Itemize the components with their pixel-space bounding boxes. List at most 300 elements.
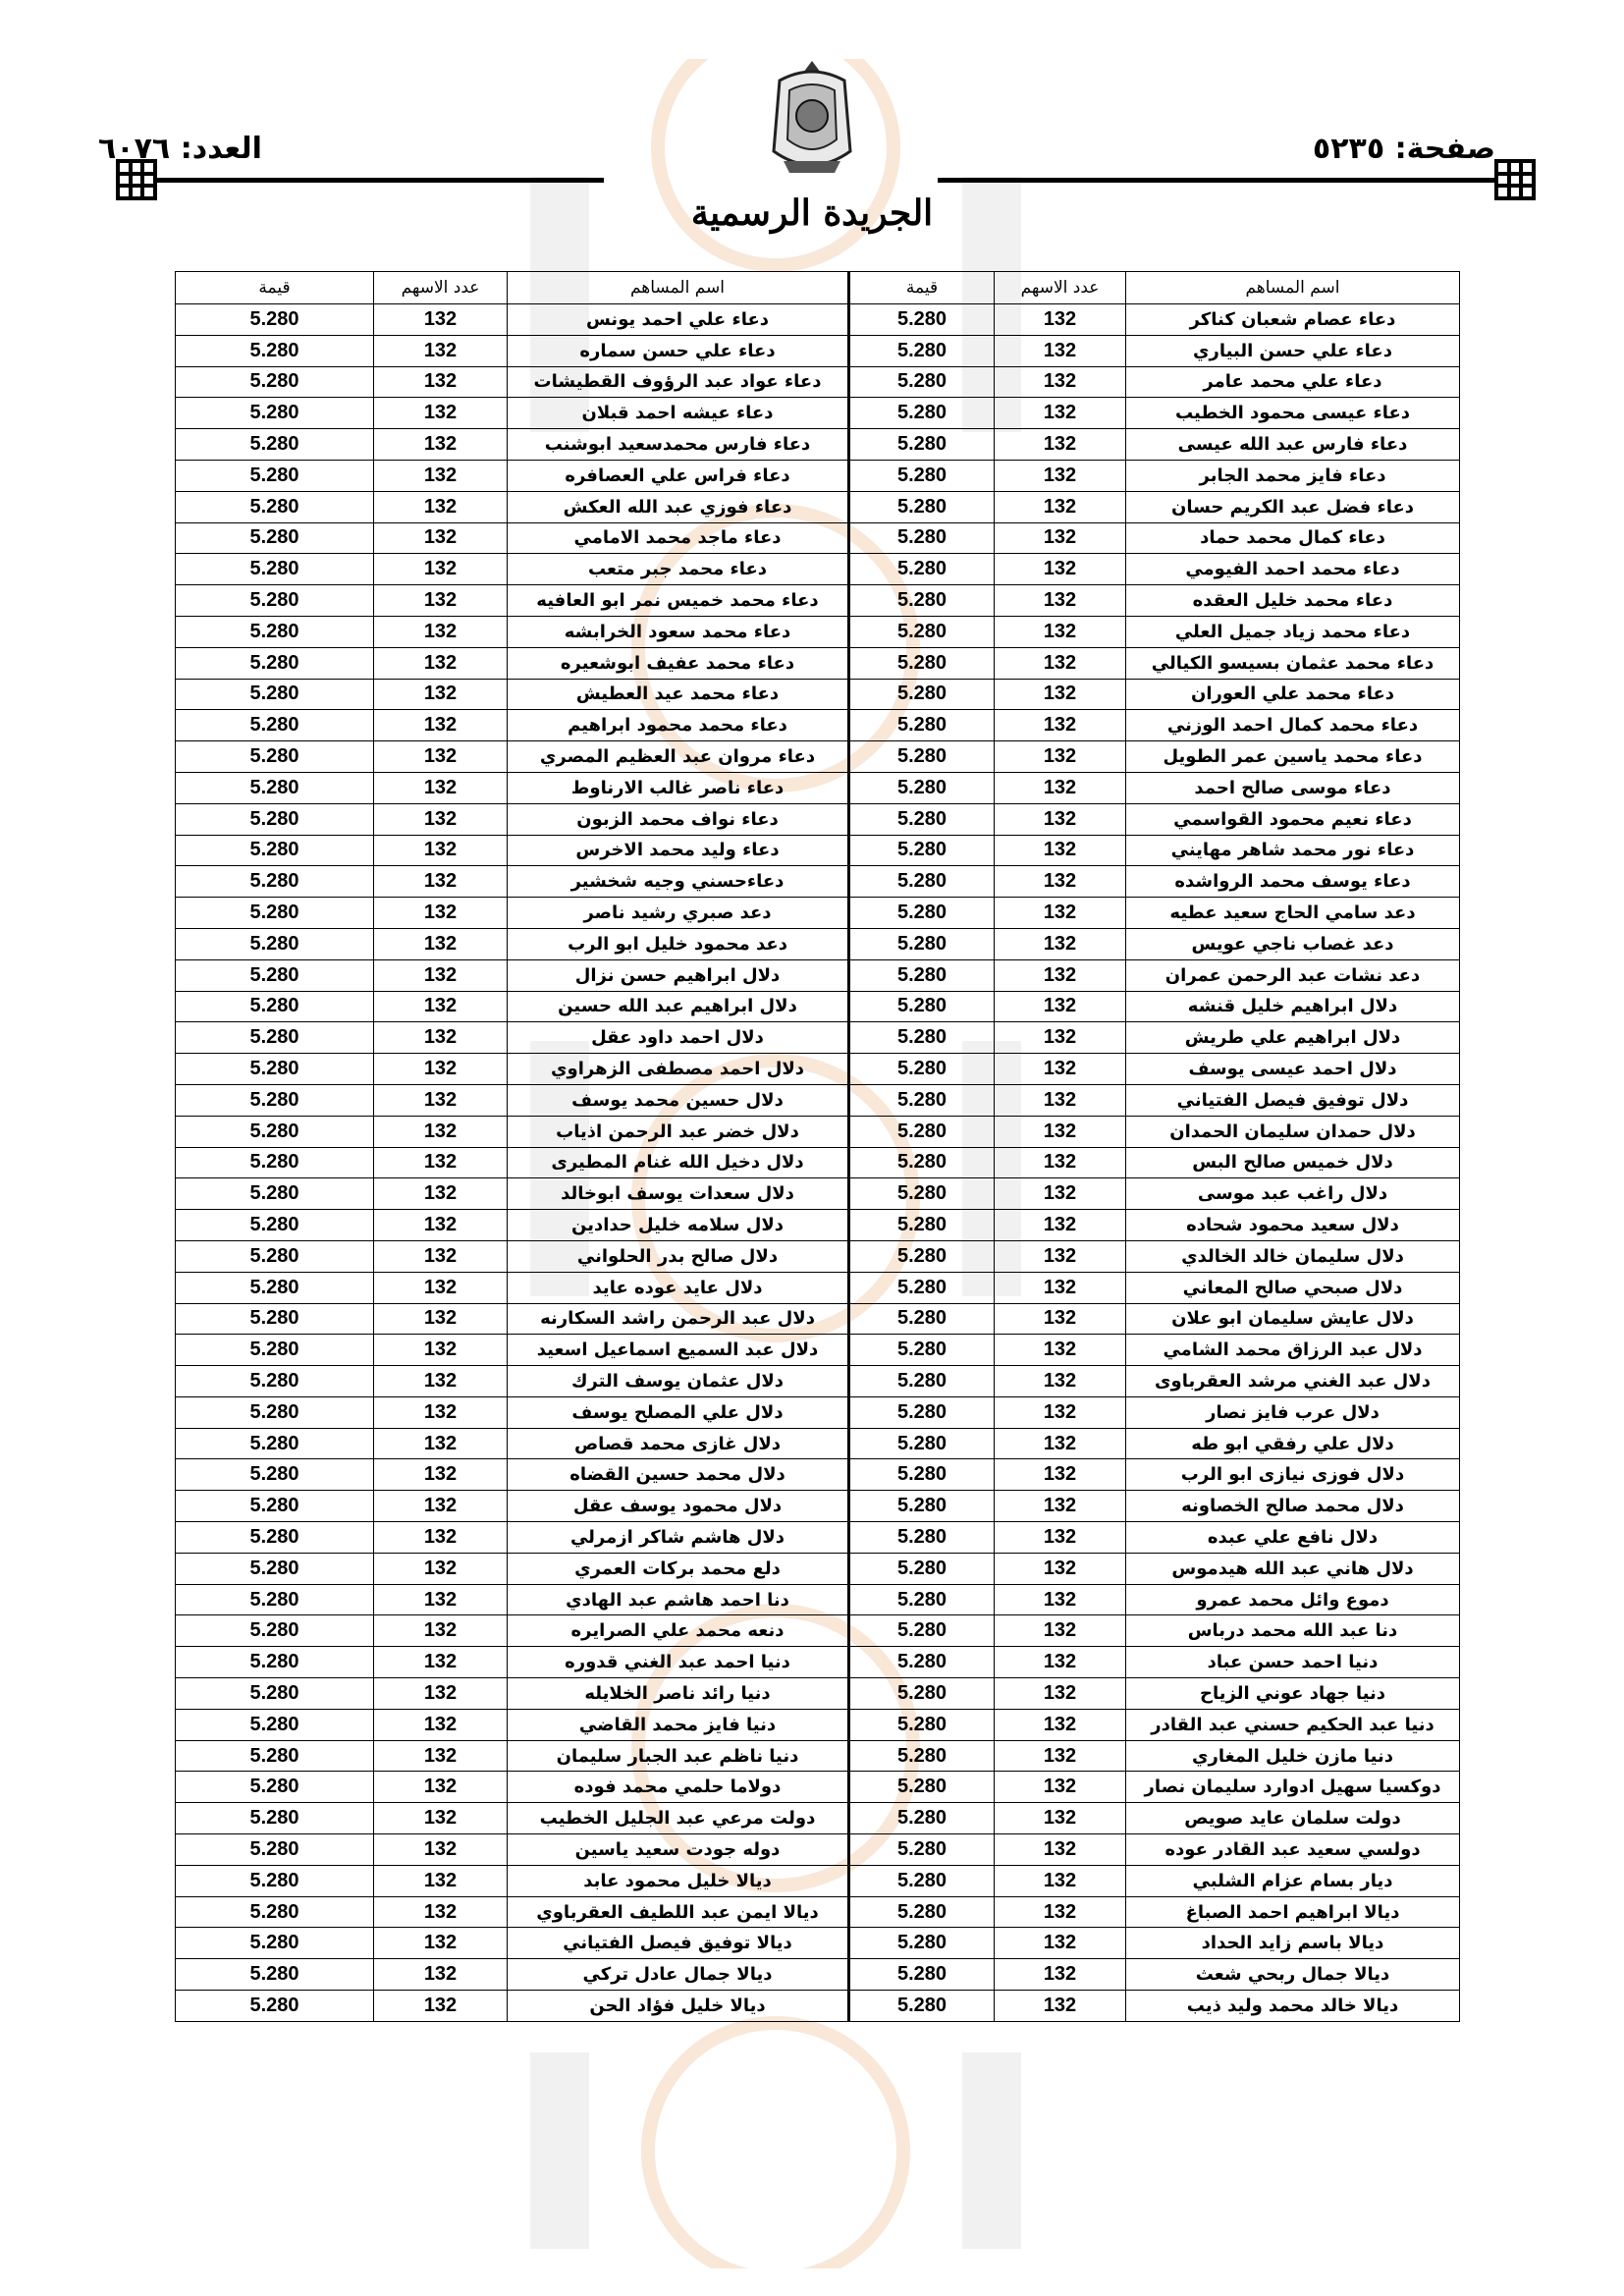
table-row — [176, 1834, 1460, 1866]
share-count: 132 — [995, 866, 1126, 898]
share-value: 5.280 — [176, 1772, 374, 1803]
share-count: 132 — [374, 1865, 508, 1896]
shareholder-name: دلال ابراهيم حسن نزال — [508, 959, 849, 991]
share-value: 5.280 — [849, 1116, 995, 1147]
share-count: 132 — [374, 1647, 508, 1678]
share-value: 5.280 — [176, 1116, 374, 1147]
share-value: 5.280 — [849, 1084, 995, 1116]
shareholder-name: دلال غازى محمد قصاص — [508, 1428, 849, 1459]
share-value: 5.280 — [176, 898, 374, 929]
shareholder-name: دلال سلامه خليل حدادين — [508, 1210, 849, 1241]
share-value: 5.280 — [849, 585, 995, 617]
share-value: 5.280 — [849, 1959, 995, 1991]
share-value: 5.280 — [849, 959, 995, 991]
issue-number: العدد: ٦٠٧٦ — [98, 132, 262, 166]
share-value: 5.280 — [176, 679, 374, 710]
share-count: 132 — [995, 1740, 1126, 1772]
shareholder-name: دعاء محمد خليل العقده — [1126, 585, 1460, 617]
column-header-shares: عدد الاسهم — [374, 272, 508, 304]
share-count: 132 — [995, 429, 1126, 461]
shareholder-name: دلال علي رفقي ابو طه — [1126, 1428, 1460, 1459]
share-count: 132 — [995, 647, 1126, 679]
share-value: 5.280 — [176, 429, 374, 461]
share-value: 5.280 — [176, 959, 374, 991]
shareholder-name: ديالا باسم زايد الحداد — [1126, 1928, 1460, 1959]
share-count: 132 — [374, 1084, 508, 1116]
shareholder-name: دلال نافع علي عبده — [1126, 1522, 1460, 1554]
shareholder-name: دعاء موسى صالح احمد — [1126, 772, 1460, 803]
share-value: 5.280 — [849, 1896, 995, 1928]
share-count: 132 — [374, 959, 508, 991]
share-count: 132 — [995, 585, 1126, 617]
share-count: 132 — [374, 1459, 508, 1491]
table-row — [176, 304, 1460, 336]
table-row — [176, 991, 1460, 1022]
table-row — [176, 803, 1460, 835]
shareholder-name: دعد نشات عبد الرحمن عمران — [1126, 959, 1460, 991]
shareholder-name: دعاء محمد عثمان بسيسو الكيالي — [1126, 647, 1460, 679]
table-row — [176, 554, 1460, 585]
shareholder-name: دلال خضر عبد الرحمن اذياب — [508, 1116, 849, 1147]
header-rule-left — [157, 178, 604, 183]
shareholder-name: ديالا جمال ربحي شعث — [1126, 1959, 1460, 1991]
share-count: 132 — [374, 1366, 508, 1397]
share-count: 132 — [374, 1896, 508, 1928]
table-row — [176, 1396, 1460, 1428]
shareholder-name: دلال سليمان خالد الخالدي — [1126, 1240, 1460, 1272]
share-count: 132 — [374, 491, 508, 522]
shareholder-name: ديار بسام عزام الشلبي — [1126, 1865, 1460, 1896]
share-value: 5.280 — [849, 772, 995, 803]
share-count: 132 — [374, 1210, 508, 1241]
share-value: 5.280 — [849, 1522, 995, 1554]
share-value: 5.280 — [849, 1240, 995, 1272]
column-header-value: قيمة — [176, 272, 374, 304]
share-value: 5.280 — [176, 1210, 374, 1241]
share-count: 132 — [995, 1834, 1126, 1866]
share-count: 132 — [995, 710, 1126, 741]
column-header-name: اسم المساهم — [508, 272, 849, 304]
share-value: 5.280 — [176, 1678, 374, 1710]
shareholder-name: دلال راغب عبد موسى — [1126, 1178, 1460, 1210]
table-row — [176, 491, 1460, 522]
table-row — [176, 741, 1460, 773]
share-count: 132 — [374, 1022, 508, 1054]
shareholder-name: دلال عبد الغني مرشد العقرباوى — [1126, 1366, 1460, 1397]
table-row — [176, 1303, 1460, 1335]
table-row — [176, 1865, 1460, 1896]
share-value: 5.280 — [176, 366, 374, 398]
table-row — [176, 460, 1460, 491]
shareholder-name: دنيا جهاد عوني الزياح — [1126, 1678, 1460, 1710]
share-count: 132 — [995, 1584, 1126, 1615]
shareholder-name: دنا احمد هاشم عبد الهادي — [508, 1584, 849, 1615]
shareholder-name: دنعه محمد علي الصرايره — [508, 1615, 849, 1647]
share-count: 132 — [995, 1865, 1126, 1896]
share-count: 132 — [995, 366, 1126, 398]
shareholder-name: دعاء عواد عبد الرؤوف القطيشات — [508, 366, 849, 398]
share-value: 5.280 — [176, 1553, 374, 1584]
share-count: 132 — [374, 554, 508, 585]
shareholder-name: دلال علي المصلح يوسف — [508, 1396, 849, 1428]
shareholder-name: دعاء مروان عبد العظيم المصري — [508, 741, 849, 773]
share-value: 5.280 — [176, 1022, 374, 1054]
share-count: 132 — [374, 1772, 508, 1803]
share-count: 132 — [995, 1803, 1126, 1834]
shareholder-name: دلال محمود يوسف عقل — [508, 1491, 849, 1522]
share-value: 5.280 — [849, 1147, 995, 1178]
share-count: 132 — [374, 710, 508, 741]
share-count: 132 — [374, 1834, 508, 1866]
shareholder-name: دعد محمود خليل ابو الرب — [508, 928, 849, 959]
shareholder-name: دنيا احمد حسن عباد — [1126, 1647, 1460, 1678]
share-value: 5.280 — [849, 1647, 995, 1678]
shareholder-name: دلال صالح بدر الحلواني — [508, 1240, 849, 1272]
shareholder-name: دنيا مازن خليل المغاري — [1126, 1740, 1460, 1772]
shareholder-name: دعاء كمال محمد حماد — [1126, 522, 1460, 554]
shareholder-name: دولسي سعيد عبد القادر عوده — [1126, 1834, 1460, 1866]
gazette-title: الجريدة الرسمية — [690, 192, 934, 234]
shareholder-name: دعاء وليد محمد الاخرس — [508, 835, 849, 866]
share-value: 5.280 — [849, 304, 995, 336]
share-count: 132 — [995, 1022, 1126, 1054]
table-row — [176, 398, 1460, 429]
table-row — [176, 835, 1460, 866]
table-row — [176, 1084, 1460, 1116]
table-row — [176, 1240, 1460, 1272]
table-row — [176, 1553, 1460, 1584]
share-value: 5.280 — [176, 616, 374, 647]
table-row — [176, 1147, 1460, 1178]
share-count: 132 — [995, 335, 1126, 366]
share-count: 132 — [374, 1615, 508, 1647]
column-header-name: اسم المساهم — [1126, 272, 1460, 304]
table-row — [176, 1335, 1460, 1366]
share-count: 132 — [374, 741, 508, 773]
shareholder-name: دعاء محمد احمد الفيومي — [1126, 554, 1460, 585]
table-row — [176, 1428, 1460, 1459]
table-row — [176, 335, 1460, 366]
shareholder-name: ديالا جمال عادل تركي — [508, 1959, 849, 1991]
shareholder-name: دنيا احمد عبد الغني قدوره — [508, 1647, 849, 1678]
shareholder-name: دلال سعدات يوسف ابوخالد — [508, 1178, 849, 1210]
share-value: 5.280 — [849, 1553, 995, 1584]
shareholder-name: دلال توفيق فيصل الفتياني — [1126, 1084, 1460, 1116]
share-value: 5.280 — [849, 366, 995, 398]
shareholder-name: دلال سعيد محمود شحاده — [1126, 1210, 1460, 1241]
share-value: 5.280 — [849, 835, 995, 866]
share-value: 5.280 — [849, 679, 995, 710]
shareholder-name: دلال فوزى نيازى ابو الرب — [1126, 1459, 1460, 1491]
share-count: 132 — [374, 1959, 508, 1991]
table-row — [176, 1678, 1460, 1710]
share-count: 132 — [995, 1615, 1126, 1647]
shareholder-name: دعد صبري رشيد ناصر — [508, 898, 849, 929]
share-value: 5.280 — [176, 741, 374, 773]
share-count: 132 — [995, 928, 1126, 959]
table-row — [176, 647, 1460, 679]
share-value: 5.280 — [176, 1991, 374, 2022]
shareholder-name: دعاء عيشه احمد قبلان — [508, 398, 849, 429]
table-row — [176, 866, 1460, 898]
share-count: 132 — [374, 1147, 508, 1178]
share-count: 132 — [995, 679, 1126, 710]
table-row — [176, 429, 1460, 461]
shareholder-name: دوكسيا سهيل ادوارد سليمان نصار — [1126, 1772, 1460, 1803]
share-value: 5.280 — [176, 1054, 374, 1085]
shareholder-name: دلال عثمان يوسف الترك — [508, 1366, 849, 1397]
share-value: 5.280 — [176, 1584, 374, 1615]
share-count: 132 — [995, 1522, 1126, 1554]
table-row — [176, 366, 1460, 398]
share-count: 132 — [374, 1522, 508, 1554]
column-header-shares: عدد الاسهم — [995, 272, 1126, 304]
share-count: 132 — [374, 1678, 508, 1710]
share-count: 132 — [995, 1054, 1126, 1085]
share-count: 132 — [995, 460, 1126, 491]
share-value: 5.280 — [176, 398, 374, 429]
share-count: 132 — [374, 1491, 508, 1522]
shareholder-name: دعاء محمد زياد جميل العلي — [1126, 616, 1460, 647]
share-value: 5.280 — [176, 1240, 374, 1272]
shareholder-name: دولاما حلمي محمد فوده — [508, 1772, 849, 1803]
table-row — [176, 1896, 1460, 1928]
share-value: 5.280 — [849, 647, 995, 679]
share-value: 5.280 — [849, 1272, 995, 1303]
share-value: 5.280 — [176, 1147, 374, 1178]
share-value: 5.280 — [849, 1772, 995, 1803]
shareholder-name: ديالا توفيق فيصل الفتياني — [508, 1928, 849, 1959]
share-value: 5.280 — [849, 1396, 995, 1428]
share-count: 132 — [995, 1991, 1126, 2022]
shareholder-name: دعاء فضل عبد الكريم حسان — [1126, 491, 1460, 522]
share-value: 5.280 — [849, 898, 995, 929]
share-value: 5.280 — [849, 1803, 995, 1834]
share-count: 132 — [995, 1178, 1126, 1210]
shareholder-name: دلال خميس صالح البس — [1126, 1147, 1460, 1178]
shareholder-name: دلع محمد بركات العمري — [508, 1553, 849, 1584]
coat-of-arms-icon — [760, 57, 864, 181]
shareholder-name: دعاء ناصر غالب الارناوط — [508, 772, 849, 803]
table-row — [176, 928, 1460, 959]
share-count: 132 — [995, 398, 1126, 429]
share-value: 5.280 — [849, 1459, 995, 1491]
share-count: 132 — [374, 1928, 508, 1959]
table-row — [176, 1991, 1460, 2022]
table-row — [176, 710, 1460, 741]
share-count: 132 — [995, 1272, 1126, 1303]
shareholder-name: دلال عايش سليمان ابو علان — [1126, 1303, 1460, 1335]
share-value: 5.280 — [849, 491, 995, 522]
table-row — [176, 1522, 1460, 1554]
shareholder-name: ديالا ايمن عبد اللطيف العقرباوي — [508, 1896, 849, 1928]
table-row — [176, 1054, 1460, 1085]
share-value: 5.280 — [849, 1335, 995, 1366]
share-value: 5.280 — [849, 1709, 995, 1740]
shareholder-name: ديالا خالد محمد وليد ذيب — [1126, 1991, 1460, 2022]
share-count: 132 — [995, 898, 1126, 929]
share-count: 132 — [995, 991, 1126, 1022]
share-value: 5.280 — [849, 1740, 995, 1772]
share-count: 132 — [995, 554, 1126, 585]
shareholder-name: دعاء علي حسن سماره — [508, 335, 849, 366]
share-count: 132 — [374, 991, 508, 1022]
table-row — [176, 772, 1460, 803]
share-count: 132 — [374, 772, 508, 803]
shareholder-name: دلال احمد عيسى يوسف — [1126, 1054, 1460, 1085]
share-value: 5.280 — [176, 1896, 374, 1928]
share-count: 132 — [374, 1178, 508, 1210]
table-row — [176, 1178, 1460, 1210]
share-value: 5.280 — [176, 1709, 374, 1740]
share-count: 132 — [374, 835, 508, 866]
share-value: 5.280 — [849, 1054, 995, 1085]
share-value: 5.280 — [176, 928, 374, 959]
share-value: 5.280 — [176, 1428, 374, 1459]
share-value: 5.280 — [849, 1178, 995, 1210]
share-count: 132 — [995, 522, 1126, 554]
shareholder-name: دلال عبد الرزاق محمد الشامي — [1126, 1335, 1460, 1366]
share-value: 5.280 — [176, 1803, 374, 1834]
shareholder-name: دلال صبحي صالح المعاني — [1126, 1272, 1460, 1303]
shareholder-name: دعاء محمد كمال احمد الوزني — [1126, 710, 1460, 741]
shareholder-name: دلال محمد حسين القضاه — [508, 1459, 849, 1491]
shareholder-name: دلال احمد داود عقل — [508, 1022, 849, 1054]
shareholder-name: دعاء ماجد محمد الامامي — [508, 522, 849, 554]
shareholder-name: دعاء علي محمد عامر — [1126, 366, 1460, 398]
share-count: 132 — [374, 616, 508, 647]
share-count: 132 — [374, 1303, 508, 1335]
share-value: 5.280 — [849, 1928, 995, 1959]
page-number: صفحة: ٥٢٣٥ — [1312, 132, 1495, 166]
shareholder-name: دلال حسين محمد يوسف — [508, 1084, 849, 1116]
share-count: 132 — [995, 491, 1126, 522]
shareholder-name: دنيا رائد ناصر الخلايله — [508, 1678, 849, 1710]
share-value: 5.280 — [176, 1834, 374, 1866]
share-value: 5.280 — [849, 1303, 995, 1335]
table-row — [176, 1615, 1460, 1647]
shareholder-name: دلال ابراهيم علي طريش — [1126, 1022, 1460, 1054]
shareholder-name: دوله جودت سعيد ياسين — [508, 1834, 849, 1866]
share-count: 132 — [374, 429, 508, 461]
table-row — [176, 1022, 1460, 1054]
share-value: 5.280 — [849, 866, 995, 898]
share-value: 5.280 — [176, 1865, 374, 1896]
share-value: 5.280 — [176, 491, 374, 522]
shareholder-name: دعاء فارس محمدسعيد ابوشنب — [508, 429, 849, 461]
share-count: 132 — [995, 772, 1126, 803]
shareholder-name: دنيا فايز محمد القاضي — [508, 1709, 849, 1740]
share-value: 5.280 — [176, 866, 374, 898]
shareholder-name: دلال عبد السميع اسماعيل اسعيد — [508, 1335, 849, 1366]
shareholder-name: دموع وائل محمد عمرو — [1126, 1584, 1460, 1615]
share-value: 5.280 — [849, 928, 995, 959]
share-count: 132 — [995, 1335, 1126, 1366]
shareholder-name: دعاء عصام شعبان كناكر — [1126, 304, 1460, 336]
shareholder-name: دنيا عبد الحكيم حسني عبد القادر — [1126, 1709, 1460, 1740]
share-value: 5.280 — [176, 1740, 374, 1772]
share-value: 5.280 — [176, 1366, 374, 1397]
shareholder-name: دعاء محمد جبر متعب — [508, 554, 849, 585]
share-count: 132 — [995, 1928, 1126, 1959]
share-count: 132 — [374, 1272, 508, 1303]
share-count: 132 — [374, 1740, 508, 1772]
share-value: 5.280 — [176, 304, 374, 336]
share-value: 5.280 — [849, 1022, 995, 1054]
share-value: 5.280 — [849, 460, 995, 491]
shareholder-name: دعاء علي احمد يونس — [508, 304, 849, 336]
share-count: 132 — [995, 1303, 1126, 1335]
share-count: 132 — [995, 1428, 1126, 1459]
table-row — [176, 1584, 1460, 1615]
shareholder-name: دولت سلمان عايد صويص — [1126, 1803, 1460, 1834]
shareholder-name: دلال عبد الرحمن راشد السكارنه — [508, 1303, 849, 1335]
share-value: 5.280 — [849, 1366, 995, 1397]
shareholder-name: دعاء نور محمد شاهر مهايني — [1126, 835, 1460, 866]
share-value: 5.280 — [849, 1865, 995, 1896]
share-count: 132 — [374, 304, 508, 336]
share-count: 132 — [995, 304, 1126, 336]
table-header-row — [176, 272, 1460, 304]
shareholder-name: دعاءحسني وجيه شخشير — [508, 866, 849, 898]
table-row — [176, 1803, 1460, 1834]
share-count: 132 — [374, 522, 508, 554]
share-value: 5.280 — [176, 335, 374, 366]
share-value: 5.280 — [849, 1210, 995, 1241]
shareholder-name: دنيا ناظم عبد الجبار سليمان — [508, 1740, 849, 1772]
share-value: 5.280 — [176, 803, 374, 835]
share-count: 132 — [995, 1678, 1126, 1710]
table-row — [176, 1210, 1460, 1241]
shareholder-name: دنا عبد الله محمد درباس — [1126, 1615, 1460, 1647]
share-value: 5.280 — [849, 522, 995, 554]
share-value: 5.280 — [849, 1615, 995, 1647]
share-count: 132 — [995, 1396, 1126, 1428]
shareholder-name: دعاء فارس عبد الله عيسى — [1126, 429, 1460, 461]
share-count: 132 — [374, 460, 508, 491]
share-count: 132 — [995, 959, 1126, 991]
table-row — [176, 585, 1460, 617]
share-value: 5.280 — [176, 460, 374, 491]
share-count: 132 — [995, 1647, 1126, 1678]
share-count: 132 — [374, 1240, 508, 1272]
table-body — [176, 304, 1460, 2022]
share-count: 132 — [995, 803, 1126, 835]
share-count: 132 — [995, 1896, 1126, 1928]
table-row — [176, 1772, 1460, 1803]
shareholder-name: دعاء محمد سعود الخرابشه — [508, 616, 849, 647]
share-count: 132 — [374, 1116, 508, 1147]
share-value: 5.280 — [849, 554, 995, 585]
shareholder-name: دعاء محمد عفيف ابوشعيره — [508, 647, 849, 679]
table-row — [176, 1366, 1460, 1397]
share-count: 132 — [995, 1084, 1126, 1116]
shareholder-name: دعاء فايز محمد الجابر — [1126, 460, 1460, 491]
share-value: 5.280 — [176, 1178, 374, 1210]
shareholder-name: دلال هاشم شاكر ازمرلي — [508, 1522, 849, 1554]
shareholder-name: دعد سامي الحاج سعيد عطيه — [1126, 898, 1460, 929]
share-count: 132 — [374, 1709, 508, 1740]
share-count: 132 — [995, 616, 1126, 647]
share-count: 132 — [374, 398, 508, 429]
shareholder-name: دعاء محمد عيد العطيش — [508, 679, 849, 710]
shareholder-name: دولت مرعي عبد الجليل الخطيب — [508, 1803, 849, 1834]
share-value: 5.280 — [849, 616, 995, 647]
shareholder-name: دعد غصاب ناجي عويس — [1126, 928, 1460, 959]
column-header-value: قيمة — [849, 272, 995, 304]
share-value: 5.280 — [176, 835, 374, 866]
table-row — [176, 1272, 1460, 1303]
